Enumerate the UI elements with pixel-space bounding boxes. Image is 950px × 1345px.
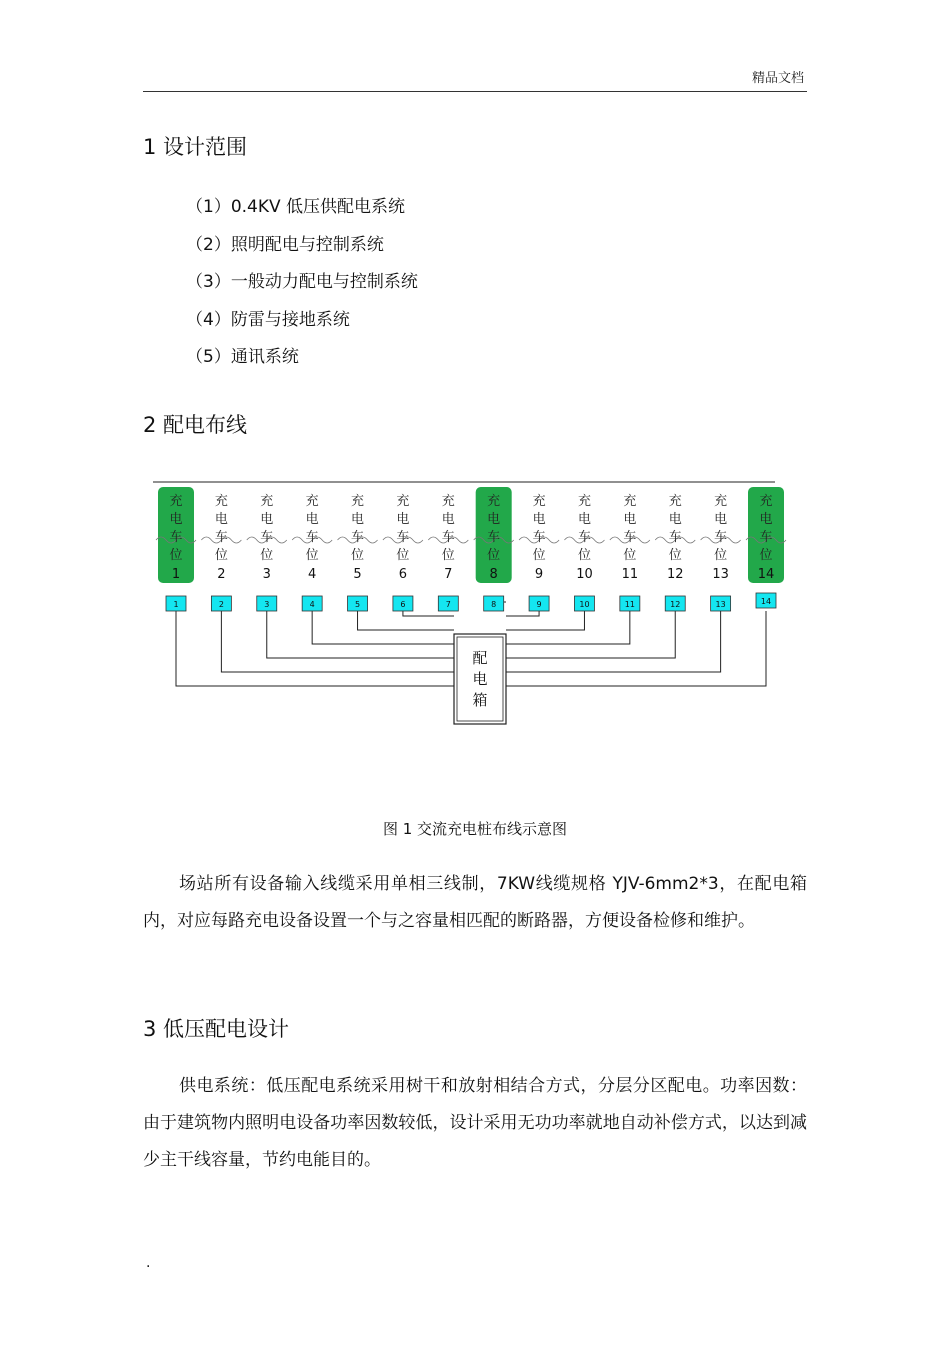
charger-box-label: 14 — [760, 597, 772, 606]
feeder-cable — [176, 611, 454, 686]
space-label-char: 位 — [623, 548, 637, 563]
space-label-char: 车 — [260, 530, 274, 545]
page-footer-mark: . — [146, 1255, 151, 1271]
space-label-char: 电 — [214, 512, 228, 527]
space-label-char: 位 — [214, 548, 228, 563]
space-number: 11 — [621, 567, 639, 582]
charger-box-label: 12 — [670, 600, 681, 609]
space-label-char: 位 — [714, 548, 728, 563]
space-label-char: 位 — [441, 548, 455, 563]
space-label-char: 电 — [260, 512, 274, 527]
space-label-char: 位 — [260, 548, 274, 563]
space-label-char: 车 — [714, 530, 728, 545]
space-label-char: 车 — [577, 530, 591, 545]
space-label-char: 位 — [759, 548, 773, 563]
space-label-char: 电 — [532, 512, 546, 527]
space-number: 9 — [534, 567, 544, 582]
distribution-box-label: 箱 — [472, 691, 488, 709]
space-label-char: 位 — [169, 548, 183, 563]
space-label-char: 位 — [487, 548, 501, 563]
space-label-char: 充 — [351, 494, 365, 509]
space-number: 4 — [308, 567, 317, 582]
charger-box-label: 4 — [309, 600, 315, 609]
header-rule — [143, 91, 807, 92]
charger-box-label: 11 — [624, 600, 635, 609]
scope-item: （4）防雷与接地系统 — [186, 309, 350, 330]
wiring-diagram — [0, 470, 950, 735]
space-label-char: 充 — [305, 494, 319, 509]
distribution-box-label: 电 — [472, 670, 488, 688]
charger-box-label: 8 — [491, 600, 497, 609]
section-2-heading: 2 配电布线 — [143, 413, 248, 437]
space-label-char: 车 — [623, 530, 637, 545]
space-label-char: 位 — [577, 548, 591, 563]
page-header-label: 精品文档 — [751, 71, 804, 86]
scope-item: （3）一般动力配电与控制系统 — [186, 272, 418, 292]
space-label-char: 车 — [759, 530, 773, 545]
scope-item: （2）照明配电与控制系统 — [186, 234, 384, 255]
space-number: 7 — [444, 567, 453, 582]
space-label-char: 电 — [487, 512, 501, 527]
feeder-cable — [506, 611, 721, 672]
charger-box-label: 9 — [536, 600, 542, 609]
feeder-cable — [221, 611, 454, 672]
space-label-char: 车 — [214, 530, 228, 545]
space-label-char: 充 — [668, 494, 682, 509]
space-number: 10 — [576, 567, 593, 582]
distribution-box-label: 配 — [472, 649, 488, 667]
space-label-char: 位 — [668, 548, 682, 563]
space-label-char: 车 — [169, 530, 183, 545]
space-label-char: 车 — [396, 530, 410, 545]
feeder-cable — [506, 611, 675, 658]
space-number: 2 — [217, 567, 226, 582]
feeder-cable — [506, 611, 584, 630]
charger-box-label: 6 — [400, 600, 406, 609]
space-label-char: 充 — [260, 494, 274, 509]
space-label-char: 车 — [487, 530, 501, 545]
charger-box-label: 10 — [579, 600, 590, 609]
space-label-char: 充 — [487, 494, 501, 509]
feeder-cable — [506, 611, 539, 616]
space-label-char: 电 — [305, 512, 319, 527]
space-label-char: 充 — [169, 494, 183, 509]
space-number: 3 — [262, 567, 271, 582]
space-label-char: 电 — [623, 512, 637, 527]
charger-box-label: 2 — [218, 600, 224, 609]
space-label-char: 电 — [714, 512, 728, 527]
space-label-char: 充 — [759, 494, 773, 509]
charger-box-label: 13 — [715, 600, 726, 609]
space-label-char: 充 — [214, 494, 228, 509]
section-1-heading: 1 设计范围 — [143, 135, 248, 159]
space-number: 13 — [712, 567, 729, 582]
charger-box-label: 3 — [264, 600, 270, 609]
space-label-char: 电 — [577, 512, 591, 527]
space-label-char: 位 — [351, 548, 365, 563]
space-number: 12 — [666, 567, 684, 582]
scope-item: （1）0.4KV 低压供配电系统 — [186, 197, 406, 217]
feeder-cable — [358, 611, 454, 630]
space-label-char: 电 — [169, 512, 183, 527]
space-number: 14 — [757, 567, 775, 582]
feeder-cable — [267, 611, 454, 658]
section-3-heading: 3 低压配电设计 — [143, 1017, 290, 1041]
wiring-paragraph: 场站所有设备输入线缆采用单相三线制，7KW线缆规格 YJV-6mm2*3，在配电箱内，对应每路充电设备设置一个与之容量相匹配的断路器，方便设备检修和维护。 — [143, 874, 807, 931]
space-number: 5 — [353, 567, 362, 582]
space-label-char: 车 — [305, 530, 319, 545]
space-label-char: 电 — [441, 512, 455, 527]
space-label-char: 车 — [351, 530, 365, 545]
charger-box-label: 5 — [354, 600, 361, 609]
space-label-char: 车 — [668, 530, 682, 545]
space-label-char: 位 — [532, 548, 546, 563]
charger-box-label: 1 — [173, 600, 179, 609]
space-label-char: 充 — [623, 494, 637, 509]
space-label-char: 充 — [714, 494, 728, 509]
space-label-char: 电 — [759, 512, 773, 527]
space-label-char: 位 — [396, 548, 410, 563]
low-voltage-paragraph: 供电系统：低压配电系统采用树干和放射相结合方式，分层分区配电。功率因数：由于建筑物内照明电设备功率因数较低，设计采用无功功率就地自动补偿方式，以达到减少主干线容量，节约电能目的。 — [143, 1076, 807, 1170]
scope-item: （5）通讯系统 — [186, 347, 299, 367]
design-scope-list — [186, 196, 418, 384]
space-label-char: 车 — [532, 530, 546, 545]
space-label-char: 车 — [441, 530, 455, 545]
space-label-char: 位 — [305, 548, 319, 563]
space-number: 6 — [398, 567, 408, 582]
feeder-cable — [403, 611, 454, 616]
space-label-char: 电 — [668, 512, 682, 527]
charger-box-label: 7 — [445, 600, 451, 609]
space-label-char: 充 — [577, 494, 591, 509]
space-label-char: 充 — [532, 494, 546, 509]
space-label-char: 充 — [396, 494, 410, 509]
space-label-char: 电 — [396, 512, 410, 527]
space-number: 8 — [489, 567, 498, 582]
figure-caption: 图 1 交流充电桩布线示意图 — [382, 820, 568, 838]
feeder-cable — [506, 611, 766, 686]
space-number: 1 — [171, 567, 181, 582]
space-label-char: 电 — [351, 512, 365, 527]
space-label-char: 充 — [441, 494, 455, 509]
